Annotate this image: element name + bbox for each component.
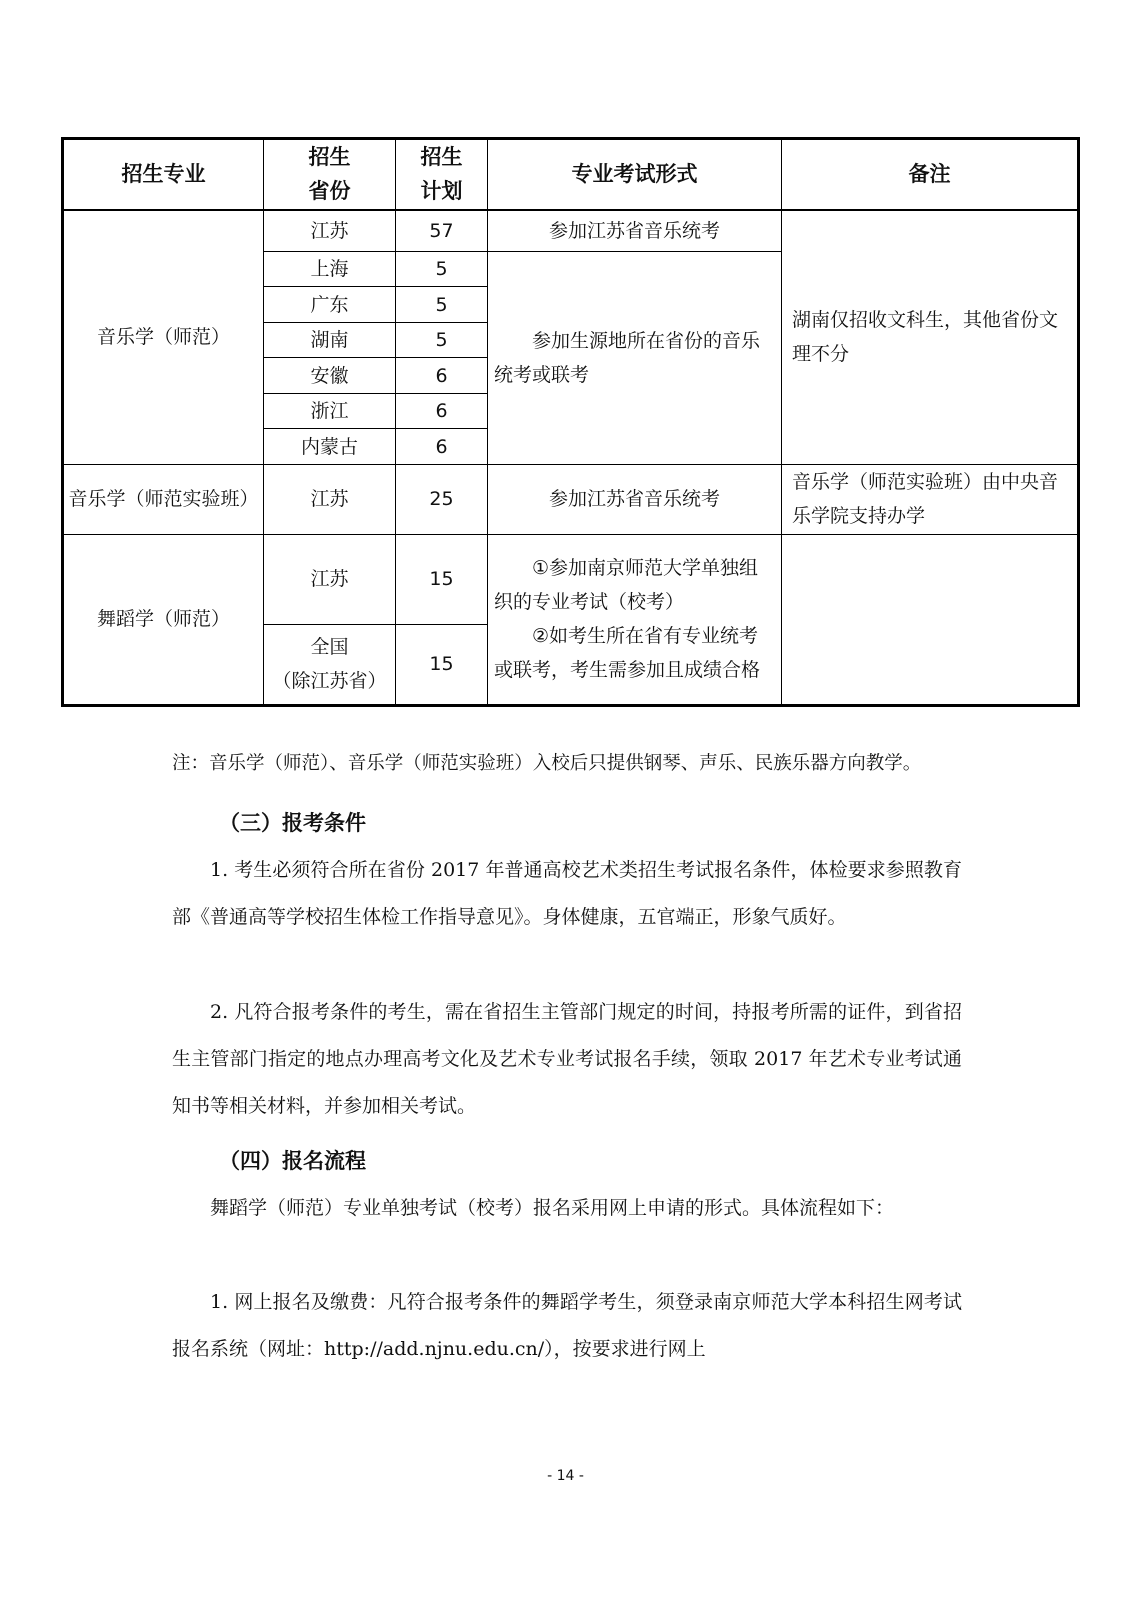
paragraph: 舞蹈学（师范）专业单独考试（校考）报名采用网上申请的形式。具体流程如下：	[210, 1197, 895, 1219]
header-major: 招生专业	[63, 139, 264, 210]
admission-plan-table	[61, 137, 1080, 707]
table-row	[63, 210, 1079, 252]
note-dance	[782, 534, 1079, 705]
paragraph: 2. 凡符合报考条件的考生，需在省招生主管部门规定的时间，持报考所需的证件，到省招生主管部门指定的地点办理高考文化及艺术专业考试报名手续，领取 2017 年艺术专业考试通知书等相关材料，并参加相关考试。	[172, 1001, 962, 1117]
plan-cell: 5	[396, 251, 488, 286]
page-number: - 14 -	[547, 1468, 584, 1484]
province-cell: 江苏	[264, 534, 396, 624]
header-plan: 招生 计划	[396, 139, 488, 210]
exam-cell-other-provinces: 参加生源地所在省份的音乐统考或联考	[488, 251, 782, 464]
province-cell: 江苏	[264, 210, 396, 252]
plan-cell: 5	[396, 322, 488, 357]
province-cell: 上海	[264, 251, 396, 286]
exam-dance-item-1: ①参加南京师范大学单独组织的专业考试（校考）	[494, 557, 759, 614]
major-dance: 舞蹈学（师范）	[63, 534, 264, 705]
major-music-normal: 音乐学（师范）	[63, 210, 264, 464]
plan-cell: 15	[396, 534, 488, 624]
plan-cell: 25	[396, 464, 488, 534]
exam-cell: 参加江苏省音乐统考	[488, 464, 782, 534]
paragraph: 1. 网上报名及缴费：凡符合报考条件的舞蹈学考生，须登录南京师范大学本科招生网考试报名系统（网址：http://add.njnu.edu.cn/），按要求进行网上	[172, 1291, 962, 1360]
table-header-row	[63, 139, 1079, 210]
paragraph: 1. 考生必须符合所在省份 2017 年普通高校艺术类招生考试报名条件，体检要求参照教育部《普通高等学校招生体检工作指导意见》。身体健康，五官端正，形象气质好。	[172, 859, 962, 928]
header-province: 招生 省份	[264, 139, 396, 210]
table-row	[63, 464, 1079, 534]
province-cell: 江苏	[264, 464, 396, 534]
province-cell: 内蒙古	[264, 429, 396, 464]
plan-cell: 6	[396, 393, 488, 428]
province-cell: 广东	[264, 287, 396, 322]
major-music-experimental: 音乐学（师范实验班）	[63, 464, 264, 534]
note-music-normal: 湖南仅招收文科生，其他省份文理不分	[782, 210, 1079, 464]
province-cell: 湖南	[264, 322, 396, 357]
exam-dance-item-2: ②如考生所在省有专业统考或联考，考生需参加且成绩合格	[494, 625, 761, 682]
note-music-experimental: 音乐学（师范实验班）由中央音乐学院支持办学	[782, 464, 1079, 534]
exam-cell: 参加江苏省音乐统考	[488, 210, 782, 252]
plan-cell: 5	[396, 287, 488, 322]
province-cell: 全国 （除江苏省）	[264, 624, 396, 705]
header-note: 备注	[782, 139, 1079, 210]
section-heading-conditions: （三）报考条件	[219, 811, 366, 835]
plan-cell: 57	[396, 210, 488, 252]
plan-cell: 6	[396, 429, 488, 464]
section-heading-process: （四）报名流程	[219, 1149, 366, 1173]
table-footnote: 注：音乐学（师范）、音乐学（师范实验班）入校后只提供钢琴、声乐、民族乐器方向教学。	[172, 753, 922, 774]
header-exam-form: 专业考试形式	[488, 139, 782, 210]
province-cell: 浙江	[264, 393, 396, 428]
province-cell: 安徽	[264, 358, 396, 393]
exam-cell-dance	[488, 534, 782, 705]
plan-cell: 6	[396, 358, 488, 393]
table-row	[63, 534, 1079, 624]
plan-cell: 15	[396, 624, 488, 705]
